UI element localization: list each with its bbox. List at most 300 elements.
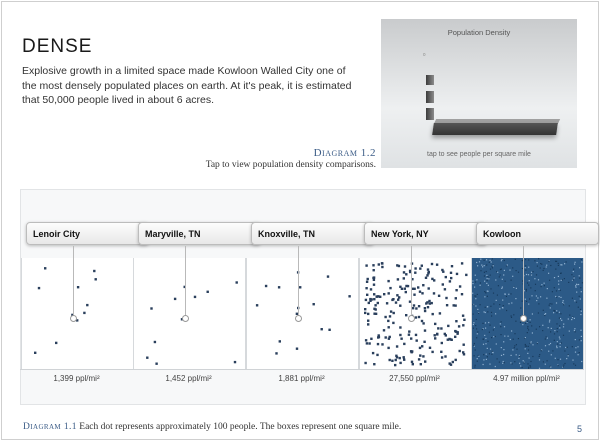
person-dot	[415, 316, 417, 318]
person-dot	[537, 343, 538, 344]
person-dot	[501, 269, 502, 270]
person-dot	[444, 333, 446, 335]
person-dot	[519, 356, 520, 357]
intro-paragraph: Explosive growth in a limited space made Kowloon Walled City one of the most densely populated places on earth. At it's peak, it is estimated that 50,000 people lived in about 6 acres.	[22, 65, 352, 106]
person-dot	[539, 356, 540, 357]
person-dot	[541, 284, 542, 285]
person-dot	[408, 330, 410, 332]
person-dot	[399, 357, 401, 359]
person-dot	[450, 277, 452, 279]
person-dot	[560, 318, 561, 319]
person-dot	[480, 282, 481, 283]
person-dot	[550, 331, 551, 332]
person-dot	[486, 275, 487, 276]
person-dot	[491, 315, 492, 316]
person-dot	[522, 367, 523, 368]
person-dot	[497, 295, 498, 296]
person-dot	[556, 312, 557, 313]
person-dot	[560, 343, 561, 344]
person-dot	[424, 329, 426, 331]
person-dot	[574, 264, 575, 265]
person-dot	[381, 262, 383, 264]
density-label: 1,881 ppl/mi²	[278, 374, 325, 383]
person-dot	[385, 336, 387, 338]
person-dot	[532, 344, 533, 345]
person-dot	[538, 303, 539, 304]
person-dot	[436, 264, 438, 266]
person-dot	[569, 331, 570, 332]
person-dot	[498, 285, 499, 286]
square-mile-box	[246, 258, 359, 369]
person-dot	[414, 272, 416, 274]
person-dot	[552, 350, 553, 351]
person-dot	[581, 311, 582, 312]
person-dot	[296, 348, 298, 350]
person-dot	[453, 304, 455, 306]
person-dot	[377, 343, 379, 345]
person-dot	[483, 359, 484, 360]
person-dot	[530, 287, 531, 288]
person-dot	[527, 282, 528, 283]
city-label-button[interactable]: Lenoir City	[26, 222, 149, 245]
person-dot	[366, 281, 368, 283]
person-dot	[550, 343, 551, 344]
person-dot	[543, 310, 544, 311]
person-dot	[580, 287, 581, 288]
person-dot	[503, 341, 504, 342]
person-dot	[539, 368, 540, 369]
person-dot	[518, 338, 519, 339]
person-dot	[508, 336, 509, 337]
person-dot	[377, 295, 379, 297]
person-dot	[528, 346, 529, 347]
person-dot	[414, 267, 416, 269]
person-dot	[555, 296, 556, 297]
person-dot	[485, 328, 486, 329]
person-dot	[537, 266, 538, 267]
city-label-button[interactable]: Maryville, TN	[138, 222, 261, 245]
density-label: 1,399 ppl/mi²	[53, 374, 100, 383]
person-dot	[174, 298, 176, 300]
person-dot	[278, 286, 280, 288]
person-dot	[563, 304, 564, 305]
person-dot	[484, 265, 485, 266]
person-dot	[558, 280, 559, 281]
person-dot	[365, 264, 367, 266]
person-dot	[548, 261, 549, 262]
person-dot	[539, 359, 540, 360]
person-dot	[554, 330, 555, 331]
person-dot	[568, 355, 569, 356]
person-dot	[387, 280, 389, 282]
person-dot	[487, 341, 488, 342]
person-dot	[581, 261, 582, 262]
person-dot	[405, 291, 407, 293]
person-dot	[429, 347, 431, 349]
person-dot	[433, 279, 435, 281]
person-dot	[495, 336, 496, 337]
person-dot	[462, 324, 464, 326]
person-dot	[481, 265, 482, 266]
thumbnail-title: Population Density	[447, 28, 511, 37]
person-dot	[483, 339, 484, 340]
pointer-knob	[295, 315, 302, 322]
person-dot	[572, 298, 573, 299]
person-dot	[489, 353, 490, 354]
person-dot	[256, 304, 258, 306]
person-dot	[485, 307, 486, 308]
person-dot	[369, 298, 371, 300]
person-dot	[477, 265, 478, 266]
person-dot	[506, 296, 507, 297]
person-dot	[459, 285, 461, 287]
person-dot	[372, 264, 374, 266]
person-dot	[525, 259, 526, 260]
person-dot	[518, 358, 519, 359]
person-dot	[373, 308, 375, 310]
person-dot	[556, 346, 557, 347]
person-dot	[421, 320, 423, 322]
person-dot	[477, 361, 478, 362]
person-dot	[582, 282, 583, 283]
person-dot	[571, 319, 572, 320]
person-dot	[420, 363, 422, 365]
person-dot	[415, 307, 417, 309]
person-dot	[581, 361, 582, 362]
person-dot	[529, 280, 530, 281]
city-label-button[interactable]: Kowloon	[476, 222, 599, 245]
person-dot	[404, 288, 406, 290]
square-mile-box	[359, 258, 472, 369]
person-dot	[504, 270, 505, 271]
person-dot	[578, 284, 579, 285]
person-dot	[373, 269, 375, 271]
person-dot	[370, 338, 372, 340]
person-dot	[475, 281, 476, 282]
person-dot	[507, 264, 508, 265]
pointer-knob	[520, 315, 527, 322]
person-dot	[492, 266, 493, 267]
person-dot	[525, 344, 526, 345]
person-dot	[520, 365, 521, 366]
dense-fill	[472, 258, 583, 369]
person-dot	[381, 343, 383, 345]
person-dot	[480, 259, 481, 260]
person-dot	[480, 304, 481, 305]
person-dot	[427, 272, 429, 274]
person-dot	[452, 361, 454, 363]
person-dot	[491, 337, 492, 338]
person-dot	[547, 338, 548, 339]
person-dot	[514, 345, 515, 346]
person-dot	[555, 358, 556, 359]
person-dot	[486, 359, 487, 360]
person-dot	[488, 322, 489, 323]
person-dot	[541, 350, 542, 351]
person-dot	[83, 312, 85, 314]
square-mile-box	[133, 258, 246, 369]
person-dot	[456, 273, 458, 275]
person-dot	[364, 312, 366, 314]
person-dot	[503, 349, 504, 350]
person-dot	[440, 327, 442, 329]
person-dot	[474, 366, 475, 367]
label-pointer	[185, 246, 186, 316]
person-dot	[530, 319, 531, 320]
person-dot	[563, 324, 564, 325]
person-dot	[485, 322, 486, 323]
person-dot	[511, 330, 512, 331]
person-dot	[528, 349, 529, 350]
person-dot	[449, 338, 451, 340]
person-dot	[499, 362, 500, 363]
person-dot	[487, 280, 488, 281]
person-dot	[502, 363, 503, 364]
person-dot	[419, 354, 421, 356]
population-density-thumbnail[interactable]	[381, 19, 577, 168]
person-dot	[365, 287, 367, 289]
person-dot	[534, 278, 535, 279]
person-dot	[415, 334, 417, 336]
person-dot	[434, 334, 436, 336]
person-dot	[510, 293, 511, 294]
person-dot	[544, 283, 545, 284]
person-dot	[542, 325, 543, 326]
person-dot	[556, 310, 557, 311]
person-dot	[95, 278, 97, 280]
person-dot	[501, 355, 502, 356]
person-dot	[441, 356, 443, 358]
person-dot	[477, 333, 478, 334]
person-dot	[564, 363, 565, 364]
person-dot	[538, 279, 539, 280]
person-dot	[486, 271, 487, 272]
person-dot	[526, 289, 527, 290]
diagram-1-2-caption	[206, 147, 376, 170]
person-dot	[427, 306, 429, 308]
person-dot	[575, 262, 576, 263]
person-dot	[511, 280, 512, 281]
person-dot	[412, 363, 414, 365]
person-dot	[474, 287, 475, 288]
city-label-button[interactable]: Knoxville, TN	[251, 222, 374, 245]
person-dot	[477, 331, 478, 332]
person-dot	[446, 304, 448, 306]
person-dot	[561, 342, 562, 343]
person-dot	[386, 302, 388, 304]
person-dot	[388, 292, 390, 294]
person-dot	[265, 285, 267, 287]
person-dot	[526, 290, 527, 291]
person-dot	[525, 348, 526, 349]
person-dot	[364, 362, 366, 364]
person-dot	[503, 354, 504, 355]
person-dot	[552, 291, 553, 292]
person-dot	[525, 337, 526, 338]
person-dot	[536, 329, 537, 330]
person-dot	[476, 319, 477, 320]
person-dot	[561, 280, 562, 281]
person-dot	[493, 336, 494, 337]
person-dot	[490, 288, 491, 289]
diagram-1-2-subtitle[interactable]: Tap to view population density comparisons.	[205, 160, 376, 170]
person-dot	[450, 272, 452, 274]
person-dot	[447, 339, 449, 341]
person-dot	[558, 276, 559, 277]
person-dot	[544, 285, 545, 286]
person-dot	[440, 351, 442, 353]
person-dot	[502, 307, 503, 308]
person-dot	[579, 296, 580, 297]
person-dot	[494, 327, 495, 328]
person-dot	[550, 367, 551, 368]
person-dot	[421, 265, 423, 267]
person-dot	[539, 354, 540, 355]
city-label-button[interactable]: New York, NY	[364, 222, 487, 245]
person-dot	[495, 366, 496, 367]
section-title: DENSE	[22, 36, 93, 57]
density-label: 27,550 ppl/mi²	[389, 374, 440, 383]
person-dot	[444, 355, 446, 357]
person-dot	[403, 271, 405, 273]
person-dot	[559, 312, 560, 313]
person-dot	[424, 310, 426, 312]
person-dot	[364, 308, 366, 310]
person-dot	[538, 312, 539, 313]
person-dot	[449, 280, 451, 282]
person-dot	[564, 278, 565, 279]
person-dot	[531, 325, 532, 326]
person-dot	[489, 364, 490, 365]
person-dot	[528, 259, 529, 260]
person-dot	[488, 285, 489, 286]
person-dot	[321, 328, 323, 330]
pointer-knob	[70, 315, 77, 322]
person-dot	[398, 265, 400, 267]
person-dot	[394, 364, 396, 366]
person-dot	[545, 338, 546, 339]
person-dot	[403, 277, 405, 279]
label-pointer	[523, 246, 524, 316]
person-dot	[575, 287, 576, 288]
person-dot	[554, 333, 555, 334]
person-dot	[479, 261, 480, 262]
person-dot	[530, 365, 531, 366]
person-dot	[461, 262, 463, 264]
person-dot	[472, 280, 473, 281]
person-dot	[472, 293, 473, 294]
person-dot	[563, 365, 564, 366]
baseline	[20, 369, 584, 370]
person-dot	[424, 307, 426, 309]
person-dot	[554, 277, 555, 278]
person-dot	[537, 262, 538, 263]
person-dot	[525, 345, 526, 346]
person-dot	[482, 329, 483, 330]
person-dot	[417, 286, 419, 288]
person-dot	[372, 352, 374, 354]
thumbnail-bar	[426, 91, 434, 103]
person-dot	[424, 360, 426, 362]
person-dot	[524, 362, 525, 363]
person-dot	[512, 363, 513, 364]
person-dot	[562, 302, 563, 303]
person-dot	[473, 314, 474, 315]
person-dot	[236, 281, 238, 283]
person-dot	[565, 347, 566, 348]
person-dot	[557, 341, 558, 342]
person-dot	[532, 356, 533, 357]
person-dot	[541, 264, 542, 265]
person-dot	[505, 281, 506, 282]
person-dot	[569, 315, 570, 316]
person-dot	[531, 341, 532, 342]
person-dot	[528, 329, 529, 330]
person-dot	[487, 348, 488, 349]
person-dot	[527, 328, 528, 329]
person-dot	[516, 288, 517, 289]
person-dot	[474, 343, 475, 344]
person-dot	[484, 291, 485, 292]
thumbnail-tap-text: tap to see people per square mile	[427, 151, 531, 158]
person-dot	[520, 322, 521, 323]
person-dot	[484, 296, 485, 297]
person-dot	[573, 279, 574, 280]
person-dot	[531, 272, 532, 273]
dot-field	[247, 258, 358, 369]
thumbnail-bar	[426, 108, 434, 120]
person-dot	[490, 349, 491, 350]
person-dot	[556, 302, 557, 303]
person-dot	[563, 326, 564, 327]
person-dot	[365, 299, 367, 301]
person-dot	[476, 337, 477, 338]
person-dot	[502, 279, 503, 280]
person-dot	[513, 339, 514, 340]
person-dot	[541, 286, 542, 287]
person-dot	[575, 339, 576, 340]
person-dot	[475, 349, 476, 350]
person-dot	[392, 322, 394, 324]
person-dot	[497, 358, 498, 359]
person-dot	[485, 312, 486, 313]
person-dot	[389, 336, 391, 338]
person-dot	[529, 343, 530, 344]
square-mile-box	[471, 258, 584, 369]
person-dot	[547, 360, 548, 361]
person-dot	[194, 296, 196, 298]
person-dot	[560, 313, 561, 314]
person-dot	[511, 317, 512, 318]
person-dot	[572, 346, 573, 347]
person-dot	[367, 323, 369, 325]
person-dot	[553, 312, 554, 313]
person-dot	[557, 331, 558, 332]
person-dot	[403, 356, 405, 358]
person-dot	[493, 303, 494, 304]
person-dot	[422, 284, 424, 286]
person-dot	[328, 329, 330, 331]
person-dot	[544, 315, 545, 316]
person-dot	[473, 328, 474, 329]
person-dot	[44, 267, 46, 269]
person-dot	[475, 365, 476, 366]
person-dot	[455, 289, 457, 291]
person-dot	[485, 338, 486, 339]
person-dot	[532, 332, 533, 333]
person-dot	[439, 312, 441, 314]
person-dot	[397, 299, 399, 301]
